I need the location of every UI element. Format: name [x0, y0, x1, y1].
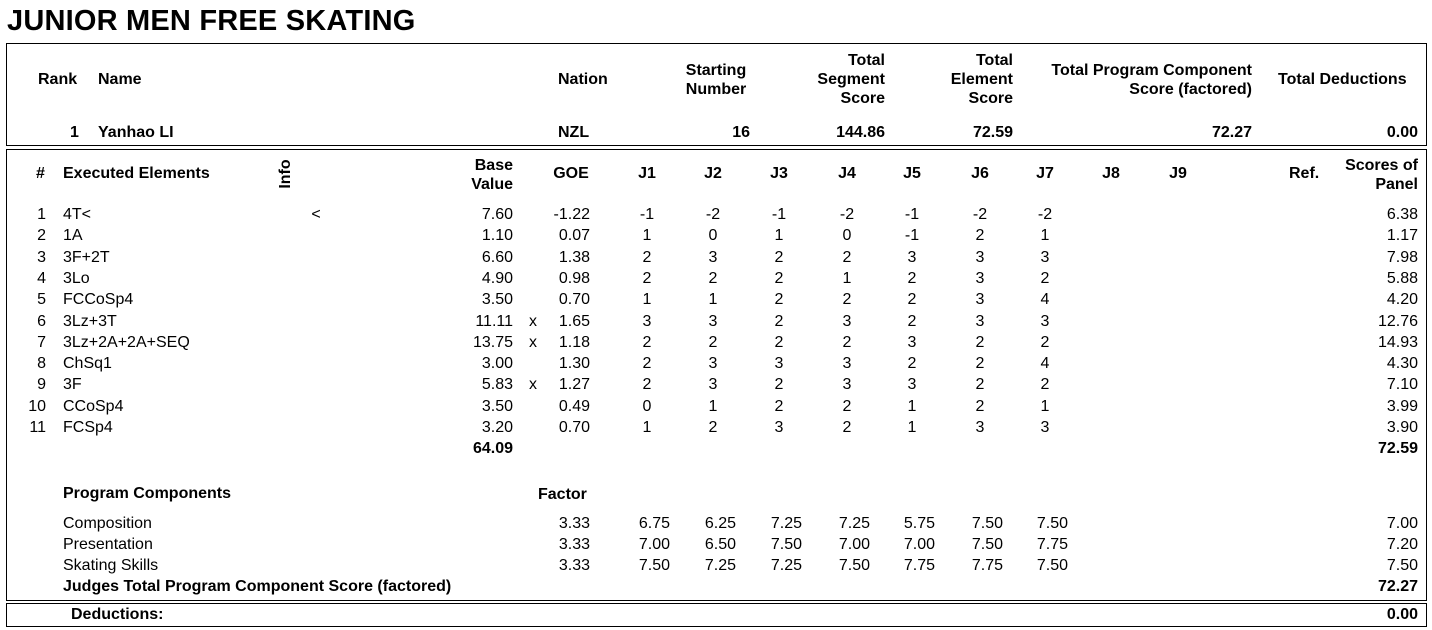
element-judge-score-2: 3: [708, 355, 718, 373]
component-judge-score-7: 7.50: [1036, 515, 1068, 532]
component-judge-score-5: 7.75: [903, 557, 935, 574]
element-judge-score-2: 2: [708, 333, 718, 351]
component-judge-score-2: 7.25: [704, 557, 736, 574]
tss-header: [800, 51, 885, 108]
element-number: 4: [37, 269, 46, 287]
element-goe: 1.30: [558, 355, 590, 373]
component-panel-score: 7.20: [1386, 536, 1418, 553]
element-judge-score-7: 4: [1040, 291, 1050, 309]
element-judge-score-1: 2: [642, 248, 652, 266]
component-judge-score-1: 6.75: [638, 515, 670, 532]
element-panel-score: 7.10: [1386, 376, 1418, 394]
element-judge-score-7: 3: [1040, 248, 1050, 266]
element-judge-score-5: 1: [907, 419, 917, 436]
component-judge-score-4: 7.00: [838, 536, 870, 553]
element-judge-score-4: 2: [842, 419, 852, 436]
tes-header-l3: Score: [968, 90, 1013, 107]
element-judge-score-3: 2: [774, 312, 784, 330]
element-judge-score-6: 3: [975, 291, 985, 309]
element-judge-score-6: 3: [975, 248, 985, 266]
element-panel-score: 4.30: [1386, 355, 1418, 373]
element-number: 5: [37, 291, 46, 309]
component-panel-score: 7.00: [1386, 515, 1418, 532]
judge-header-8: J8: [1102, 165, 1120, 182]
judges-total-pcs: 72.27: [1377, 578, 1418, 595]
element-judge-score-3: 2: [774, 376, 784, 394]
element-judge-score-6: 3: [975, 269, 985, 287]
panel-header-l2: Panel: [1375, 176, 1418, 193]
element-panel-score: 12.76: [1377, 312, 1418, 330]
element-judge-score-1: -1: [639, 206, 655, 223]
element-panel-score: 3.99: [1386, 397, 1418, 415]
tss-header-l2: Segment: [817, 71, 885, 88]
element-credit-marker: x: [529, 376, 537, 394]
element-judge-score-4: 2: [842, 333, 852, 351]
element-judge-score-7: 4: [1040, 355, 1050, 373]
element-panel-score: 4.20: [1386, 291, 1418, 309]
component-judge-score-1: 7.50: [638, 557, 670, 574]
element-judge-score-6: 2: [975, 227, 985, 245]
element-base-value: 3.00: [481, 355, 513, 373]
element-judge-score-5: 3: [907, 248, 917, 266]
element-goe: 1.65: [558, 312, 590, 330]
element-judge-score-4: 2: [842, 248, 852, 266]
component-name: Presentation: [63, 536, 153, 553]
element-judge-score-1: 3: [642, 312, 652, 330]
tss-header-l3: Score: [840, 90, 885, 107]
element-judge-score-3: 1: [774, 227, 784, 245]
component-judge-score-1: 7.00: [638, 536, 670, 553]
summary-nation: NZL: [558, 124, 590, 141]
judge-header-6: J6: [971, 165, 989, 182]
component-factor: 3.33: [558, 557, 590, 574]
component-name: Composition: [63, 515, 152, 532]
panel-header: [1320, 156, 1418, 194]
program-components-header: Program Components: [63, 485, 232, 502]
pcs-header: [1020, 61, 1252, 99]
element-panel-score: 1.17: [1386, 227, 1418, 245]
element-credit-marker: x: [529, 333, 537, 351]
info-header: Info: [277, 159, 294, 189]
tes-header-l1: Total: [975, 52, 1013, 69]
element-judge-score-1: 1: [642, 419, 652, 436]
element-number: 2: [37, 227, 46, 245]
element-goe: 0.70: [558, 291, 590, 309]
summary-deductions: 0.00: [1386, 124, 1418, 141]
judge-header-3: J3: [770, 165, 788, 182]
element-judge-score-4: 3: [842, 376, 852, 394]
element-name: ChSq1: [63, 355, 112, 373]
element-judge-score-4: 2: [842, 291, 852, 309]
element-judge-score-2: -2: [705, 206, 721, 223]
element-name: 1A: [63, 227, 83, 245]
element-name: 3Lz+3T: [63, 312, 117, 330]
element-judge-score-2: 1: [708, 291, 718, 309]
nation-header: Nation: [558, 71, 608, 88]
element-judge-score-5: -1: [904, 206, 920, 223]
element-base-value: 3.20: [481, 419, 513, 436]
element-base-value: 3.50: [481, 291, 513, 309]
element-name: FCCoSp4: [63, 291, 134, 309]
component-factor: 3.33: [558, 515, 590, 532]
element-judge-score-7: 3: [1040, 419, 1050, 436]
element-judge-score-7: 1: [1040, 227, 1050, 245]
element-judge-score-4: 1: [842, 269, 852, 287]
element-base-value: 7.60: [481, 206, 513, 223]
deductions-header: Total Deductions: [1278, 71, 1407, 88]
element-judge-score-2: 0: [708, 227, 718, 245]
element-judge-score-5: 2: [907, 269, 917, 287]
goe-header: GOE: [553, 165, 589, 182]
element-judge-score-5: 3: [907, 333, 917, 351]
element-judge-score-7: 1: [1040, 397, 1050, 415]
element-base-value: 3.50: [481, 397, 513, 415]
element-judge-score-1: 2: [642, 355, 652, 373]
element-judge-score-7: 3: [1040, 312, 1050, 330]
judge-header-4: J4: [838, 165, 856, 182]
element-judge-score-2: 2: [708, 269, 718, 287]
rank-header: Rank: [38, 71, 78, 88]
element-goe: 1.18: [558, 333, 590, 351]
element-judge-score-5: 3: [907, 376, 917, 394]
component-judge-score-7: 7.75: [1036, 536, 1068, 553]
pcs-header-l1: Total Program Component: [1051, 62, 1252, 79]
element-base-value: 6.60: [481, 248, 513, 266]
base-value-header: [440, 156, 513, 194]
name-header: Name: [98, 71, 142, 88]
element-judge-score-6: 2: [975, 355, 985, 373]
element-judge-score-6: 2: [975, 397, 985, 415]
element-judge-score-3: -1: [771, 206, 787, 223]
summary-starting-number: 16: [732, 124, 750, 141]
page-title: JUNIOR MEN FREE SKATING: [7, 5, 416, 37]
element-judge-score-2: 3: [708, 376, 718, 394]
element-panel-score: 5.88: [1386, 269, 1418, 287]
element-judge-score-5: 1: [907, 397, 917, 415]
component-name: Skating Skills: [63, 557, 159, 574]
element-judge-score-7: 2: [1040, 376, 1050, 394]
element-panel-score: 7.98: [1386, 248, 1418, 266]
element-judge-score-2: 3: [708, 312, 718, 330]
element-judge-score-6: 3: [975, 312, 985, 330]
starting-number-header-l1: Starting: [685, 62, 747, 79]
element-judge-score-2: 2: [708, 419, 718, 436]
element-number: 11: [29, 419, 46, 436]
element-panel-score: 14.93: [1377, 333, 1418, 351]
element-judge-score-1: 2: [642, 333, 652, 351]
element-judge-score-6: 2: [975, 333, 985, 351]
element-goe: 1.38: [558, 248, 590, 266]
element-judge-score-7: -2: [1037, 206, 1053, 223]
component-judge-score-6: 7.75: [971, 557, 1003, 574]
element-goe: 0.07: [558, 227, 590, 245]
element-number: 8: [37, 355, 46, 373]
element-goe: 0.49: [558, 397, 590, 415]
element-info: <: [311, 206, 321, 223]
total-base-value: 64.09: [472, 440, 513, 457]
element-judge-score-2: 3: [708, 248, 718, 266]
judge-header-5: J5: [903, 165, 921, 182]
element-judge-score-3: 2: [774, 269, 784, 287]
summary-tss: 144.86: [836, 124, 885, 141]
component-judge-score-5: 7.00: [903, 536, 935, 553]
component-judge-score-7: 7.50: [1036, 557, 1068, 574]
base-value-header-l2: Value: [471, 176, 513, 193]
element-base-value: 5.83: [481, 376, 513, 394]
element-judge-score-4: 0: [842, 227, 852, 245]
summary-rank: 1: [70, 124, 79, 141]
element-panel-score: 6.38: [1386, 206, 1418, 223]
component-factor: 3.33: [558, 536, 590, 553]
tss-header-l1: Total: [847, 52, 885, 69]
element-judge-score-3: 2: [774, 248, 784, 266]
element-judge-score-1: 1: [642, 227, 652, 245]
element-number: 6: [37, 312, 46, 330]
ref-header: Ref.: [1289, 165, 1320, 182]
base-value-header-l1: Base: [474, 157, 513, 174]
element-judge-score-5: -1: [904, 227, 920, 245]
element-judge-score-3: 2: [774, 291, 784, 309]
element-judge-score-4: 2: [842, 397, 852, 415]
element-judge-score-1: 0: [642, 397, 652, 415]
element-name: CCoSp4: [63, 397, 124, 415]
element-name: 3F: [63, 376, 82, 394]
element-base-value: 1.10: [481, 227, 513, 245]
pcs-header-l2: Score (factored): [1129, 81, 1252, 98]
component-judge-score-6: 7.50: [971, 515, 1003, 532]
component-judge-score-4: 7.25: [838, 515, 870, 532]
factor-header: Factor: [538, 486, 587, 503]
element-judge-score-4: -2: [839, 206, 855, 223]
element-judge-score-1: 2: [642, 269, 652, 287]
element-judge-score-1: 2: [642, 376, 652, 394]
element-name: 3Lo: [63, 269, 90, 287]
component-panel-score: 7.50: [1386, 557, 1418, 574]
element-number: 9: [37, 376, 46, 394]
starting-number-header: [676, 61, 756, 99]
element-judge-score-3: 3: [774, 419, 784, 436]
component-judge-score-3: 7.25: [770, 557, 802, 574]
tes-header-l2: Element: [950, 71, 1013, 88]
component-judge-score-2: 6.25: [704, 515, 736, 532]
judge-header-7: J7: [1036, 165, 1054, 182]
component-judge-score-4: 7.50: [838, 557, 870, 574]
starting-number-header-l2: Number: [685, 81, 747, 98]
element-judge-score-3: 2: [774, 397, 784, 415]
component-judge-score-5: 5.75: [903, 515, 935, 532]
component-judge-score-3: 7.25: [770, 515, 802, 532]
element-judge-score-4: 3: [842, 355, 852, 373]
judge-header-9: J9: [1169, 165, 1187, 182]
element-judge-score-5: 2: [907, 312, 917, 330]
element-number: 10: [28, 397, 46, 415]
element-goe: 0.98: [558, 269, 590, 287]
panel-header-l1: Scores of: [1345, 157, 1418, 174]
element-goe: 0.70: [558, 419, 590, 436]
judges-total-pcs-label: Judges Total Program Component Score (factored): [63, 578, 452, 595]
deductions-box: [6, 603, 1427, 627]
element-judge-score-6: 2: [975, 376, 985, 394]
element-judge-score-5: 2: [907, 355, 917, 373]
element-judge-score-1: 1: [642, 291, 652, 309]
element-judge-score-6: -2: [972, 206, 988, 223]
summary-name: Yanhao LI: [98, 124, 174, 141]
element-judge-score-7: 2: [1040, 269, 1050, 287]
element-name: 4T<: [63, 206, 92, 223]
judge-header-1: J1: [638, 165, 656, 182]
component-judge-score-3: 7.50: [770, 536, 802, 553]
element-goe: -1.22: [553, 206, 590, 223]
element-name: FCSp4: [63, 419, 113, 436]
element-judge-score-2: 1: [708, 397, 718, 415]
component-judge-score-2: 6.50: [704, 536, 736, 553]
element-judge-score-7: 2: [1040, 333, 1050, 351]
element-judge-score-6: 3: [975, 419, 985, 436]
element-base-value: 4.90: [481, 269, 513, 287]
summary-pcs: 72.27: [1211, 124, 1252, 141]
element-credit-marker: x: [529, 312, 537, 330]
element-panel-score: 3.90: [1386, 419, 1418, 436]
judge-header-2: J2: [704, 165, 722, 182]
deductions-value: 0.00: [1386, 606, 1418, 623]
num-header: #: [36, 165, 45, 182]
element-goe: 1.27: [558, 376, 590, 394]
total-element-score: 72.59: [1377, 440, 1418, 457]
element-judge-score-4: 3: [842, 312, 852, 330]
tes-header: [930, 51, 1013, 108]
element-number: 3: [37, 248, 46, 266]
element-judge-score-3: 2: [774, 333, 784, 351]
deductions-label: Deductions:: [71, 606, 164, 623]
element-number: 7: [37, 333, 46, 351]
component-judge-score-6: 7.50: [971, 536, 1003, 553]
element-base-value: 11.11: [475, 312, 513, 330]
executed-elements-header: Executed Elements: [63, 165, 210, 182]
element-judge-score-3: 3: [774, 355, 784, 373]
element-number: 1: [37, 206, 46, 223]
summary-tes: 72.59: [972, 124, 1013, 141]
element-name: 3F+2T: [63, 248, 110, 266]
element-base-value: 13.75: [472, 333, 513, 351]
element-name: 3Lz+2A+2A+SEQ: [63, 333, 190, 351]
element-judge-score-5: 2: [907, 291, 917, 309]
